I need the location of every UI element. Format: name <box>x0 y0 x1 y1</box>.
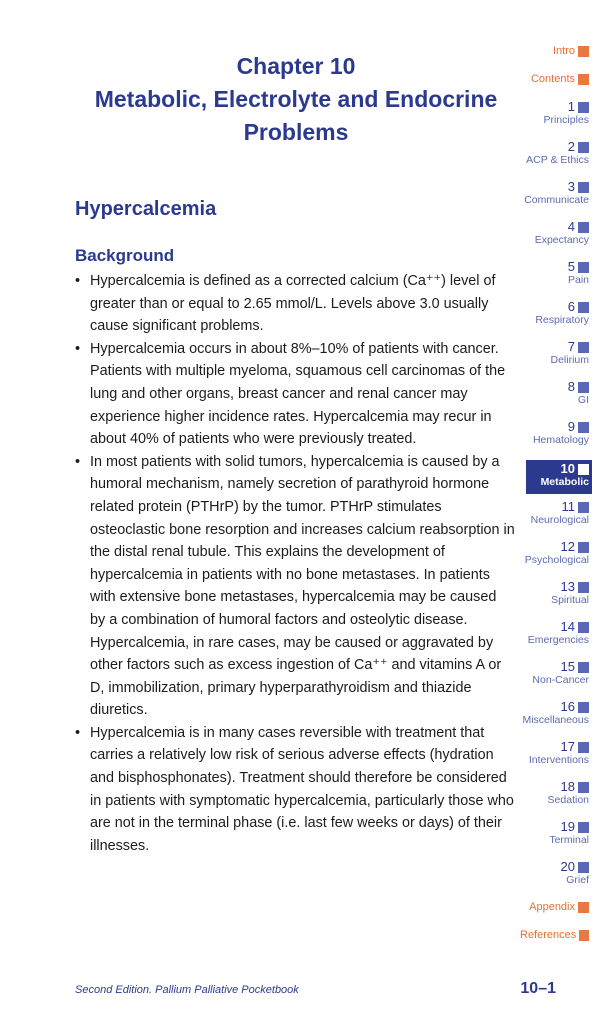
nav-chapter-17[interactable] <box>520 736 592 776</box>
nav-chapter-label: Miscellaneous <box>522 714 589 726</box>
square-icon <box>578 182 589 193</box>
square-icon <box>578 464 589 475</box>
nav-chapter-label: Respiratory <box>535 314 589 326</box>
square-icon <box>578 502 589 513</box>
nav-chapter-number: 16 <box>560 699 575 714</box>
nav-chapter-number: 3 <box>567 179 575 194</box>
nav-chapter-label: Psychological <box>524 554 589 566</box>
nav-chapter-8[interactable] <box>520 376 592 416</box>
square-icon <box>578 582 589 593</box>
nav-chapter-number: 5 <box>567 259 575 274</box>
nav-chapter-number: 12 <box>560 539 575 554</box>
chapter-name-line1: Metabolic, Electrolyte and Endocrine <box>94 86 498 112</box>
nav-appendix[interactable] <box>520 896 592 924</box>
nav-intro-label: Intro <box>552 45 575 57</box>
nav-chapter-20[interactable] <box>520 856 592 896</box>
nav-chapter-number: 14 <box>560 619 575 634</box>
nav-chapter-12[interactable] <box>520 536 592 576</box>
nav-chapter-13[interactable] <box>520 576 592 616</box>
nav-chapter-number: 10 <box>560 461 575 476</box>
nav-chapter-label: Delirium <box>550 354 589 366</box>
square-icon <box>578 302 589 313</box>
nav-chapter-number: 9 <box>567 419 575 434</box>
nav-chapter-label: Interventions <box>528 754 589 766</box>
square-icon <box>578 702 589 713</box>
nav-appendix-label: Appendix <box>529 901 575 913</box>
background-list <box>75 270 515 857</box>
nav-chapter-2[interactable] <box>520 136 592 176</box>
nav-chapter-label: Grief <box>566 874 589 886</box>
square-icon <box>578 342 589 353</box>
nav-chapter-label: Principles <box>543 114 589 126</box>
nav-chapter-number: 18 <box>560 779 575 794</box>
nav-chapter-15[interactable] <box>520 656 592 696</box>
square-icon <box>578 622 589 633</box>
bullet-item: • Hypercalcemia is in many cases reversible with treatment that carries a relatively low risk of serious adverse effects (hydration and bisphosphonates). Treatment should therefore be considered in patients with symptomatic hypercalcemia, particularly those who are not in the terminal phase (i.e. last few weeks or days) of their illnesses. <box>75 722 515 858</box>
nav-chapter-3[interactable] <box>520 176 592 216</box>
nav-chapter-14[interactable] <box>520 616 592 656</box>
footer-edition: Second Edition. Pallium Palliative Pocketbook <box>75 984 299 996</box>
bullet-item: • Hypercalcemia is defined as a corrected calcium (Ca⁺⁺) level of greater than or equal to 2.65 mmol/L. Levels above 3.0 usually cause significant problems. <box>75 270 515 338</box>
nav-chapter-label: Neurological <box>530 514 589 526</box>
nav-chapter-label: Non-Cancer <box>532 674 589 686</box>
chapter-nav <box>520 40 592 952</box>
nav-chapter-label: Pain <box>567 274 589 286</box>
square-icon <box>578 222 589 233</box>
nav-chapter-number: 19 <box>560 819 575 834</box>
nav-chapter-number: 17 <box>560 739 575 754</box>
nav-chapter-16[interactable] <box>520 696 592 736</box>
nav-chapter-number: 20 <box>560 859 575 874</box>
nav-chapter-number: 2 <box>567 139 575 154</box>
nav-chapter-label: Expectancy <box>534 234 589 246</box>
nav-chapter-5[interactable] <box>520 256 592 296</box>
nav-chapter-11[interactable] <box>520 496 592 536</box>
nav-chapter-label: Spiritual <box>551 594 589 606</box>
square-icon <box>578 902 589 913</box>
square-icon <box>578 422 589 433</box>
nav-chapter-1[interactable] <box>520 96 592 136</box>
nav-chapter-label: Sedation <box>547 794 589 806</box>
square-icon <box>578 74 589 85</box>
square-icon <box>579 930 589 941</box>
nav-chapter-18[interactable] <box>520 776 592 816</box>
nav-chapter-10-active[interactable] <box>526 460 592 494</box>
nav-chapter-number: 7 <box>567 339 575 354</box>
square-icon <box>578 142 589 153</box>
nav-chapter-number: 4 <box>567 219 575 234</box>
chapter-title <box>40 50 552 149</box>
nav-chapter-number: 8 <box>567 379 575 394</box>
nav-intro[interactable] <box>520 40 592 68</box>
subsection-title: Background <box>75 246 175 265</box>
nav-chapter-label: ACP & Ethics <box>526 154 589 166</box>
page-number: 10–1 <box>520 980 556 997</box>
nav-references[interactable] <box>520 924 592 952</box>
square-icon <box>578 662 589 673</box>
square-icon <box>578 742 589 753</box>
nav-chapter-label: Terminal <box>549 834 589 846</box>
nav-chapter-4[interactable] <box>520 216 592 256</box>
square-icon <box>578 46 589 57</box>
square-icon <box>578 862 589 873</box>
chapter-number: Chapter 10 <box>236 53 356 79</box>
nav-contents-label: Contents <box>530 73 575 85</box>
nav-chapter-label: GI <box>577 394 589 406</box>
square-icon <box>578 822 589 833</box>
nav-chapter-label: Communicate <box>524 194 589 206</box>
nav-chapter-number: 1 <box>567 99 575 114</box>
nav-chapter-number: 13 <box>560 579 575 594</box>
nav-chapter-label: Emergencies <box>527 634 589 646</box>
chapter-name-line2: Problems <box>243 119 349 145</box>
nav-chapter-7[interactable] <box>520 336 592 376</box>
nav-chapter-label: Hematology <box>532 434 589 446</box>
bullet-item: • Hypercalcemia occurs in about 8%–10% of patients with cancer. Patients with multiple myeloma, squamous cell carcinomas of the lung and other organs, breast cancer and renal cancer may experience higher incidence rates. Hypercalcemia may recur in about 40% of patients who were previously treated. <box>75 338 515 451</box>
square-icon <box>578 262 589 273</box>
nav-chapter-19[interactable] <box>520 816 592 856</box>
section-title: Hypercalcemia <box>75 198 217 220</box>
square-icon <box>578 782 589 793</box>
nav-chapter-number: 11 <box>561 499 575 514</box>
nav-contents[interactable] <box>520 68 592 96</box>
nav-chapter-6[interactable] <box>520 296 592 336</box>
nav-chapter-number: 15 <box>560 659 575 674</box>
square-icon <box>578 542 589 553</box>
nav-chapter-number: 6 <box>567 299 575 314</box>
square-icon <box>578 382 589 393</box>
nav-references-label: References <box>520 929 577 941</box>
square-icon <box>578 102 589 113</box>
nav-chapter-9[interactable] <box>520 416 592 456</box>
bullet-item: • In most patients with solid tumors, hypercalcemia is caused by a humoral mechanism, namely secretion of parathyroid hormone related protein (PTHrP) by the tumor. PTHrP stimulates osteoclastic bone resorption and increases calcium reabsorption in the distal renal tubule. This explains the development of hypercalcemia in patients with no bone metastases. In patients with extensive bone metastases, hypercalcemia may be caused by a combination of humoral factors and osteolytic disease. Hypercalcemia, in rare cases, may be caused or aggravated by other factors such as excess ingestion of Ca⁺⁺ and vitamins A or D, immobilization, primary hyperparathyroidism and thiazide diuretics. <box>75 451 515 722</box>
nav-chapter-label: Metabolic <box>540 476 589 488</box>
